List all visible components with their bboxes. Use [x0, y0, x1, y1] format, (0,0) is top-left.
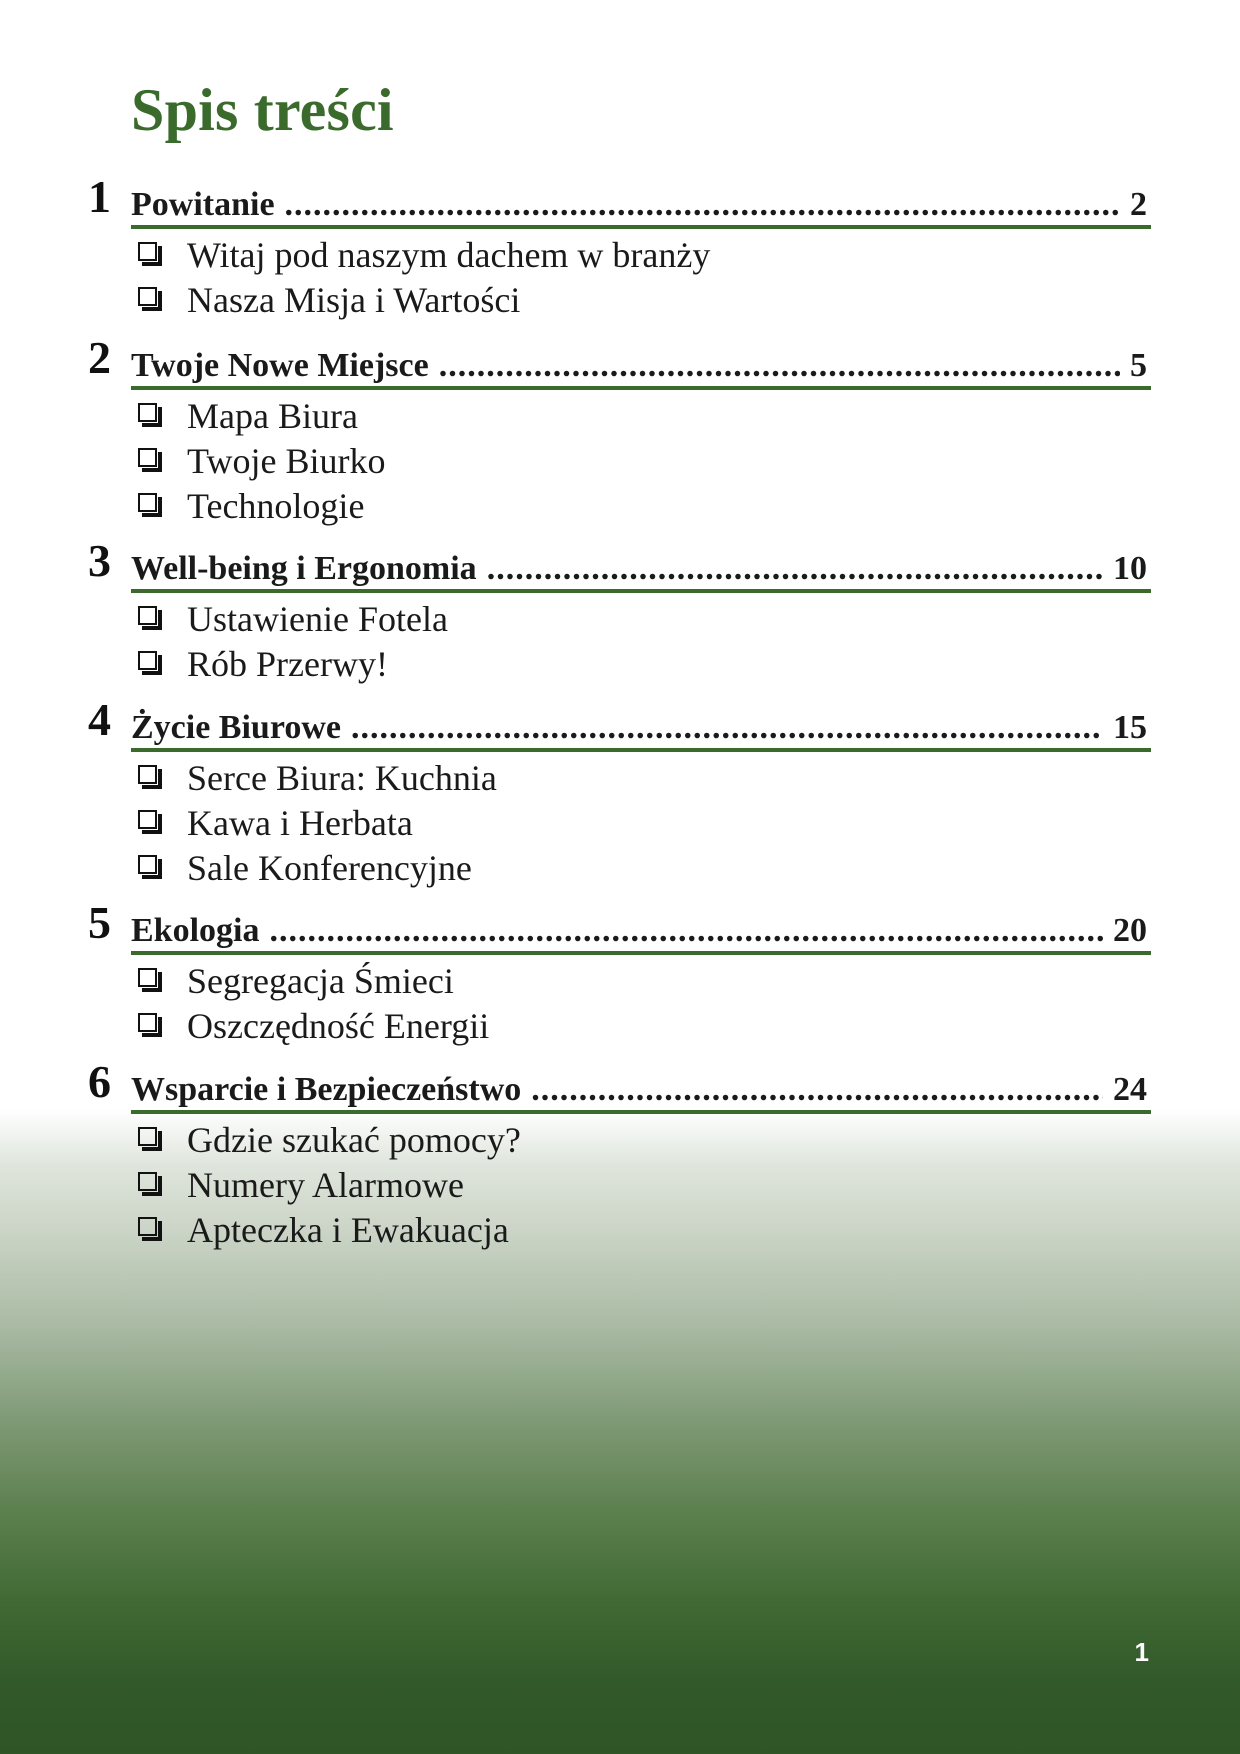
toc-section-5: [0, 893, 1240, 1052]
list-item-label: Twoje Biurko: [187, 441, 386, 481]
list-item[interactable]: [138, 233, 710, 278]
list-item[interactable]: [138, 439, 385, 484]
list-item[interactable]: [138, 801, 497, 846]
checkbox-icon: [138, 855, 160, 877]
subsection-list: [138, 756, 497, 891]
section-title: Wsparcie i Bezpieczeństwo: [131, 1071, 522, 1108]
section-heading-row[interactable]: [131, 702, 1151, 752]
checkbox-icon: [138, 448, 160, 470]
section-number: 6: [88, 1056, 111, 1107]
checkbox-icon: [138, 968, 160, 990]
checkbox-icon: [138, 493, 160, 515]
section-title: Well-being i Ergonomia: [131, 550, 477, 587]
section-number: 2: [88, 332, 111, 383]
section-heading-row[interactable]: [131, 1064, 1151, 1114]
checkbox-icon: [138, 810, 160, 832]
section-page-number: 10: [1113, 550, 1147, 587]
list-item-label: Serce Biura: Kuchnia: [187, 758, 497, 798]
section-number: 4: [88, 694, 111, 745]
checkbox-icon: [138, 1013, 160, 1035]
list-item-label: Gdzie szukać pomocy?: [187, 1120, 521, 1160]
section-title: Powitanie: [131, 186, 275, 223]
checkbox-icon: [138, 651, 160, 673]
list-item[interactable]: [138, 756, 497, 801]
dot-leader: [269, 911, 1103, 951]
list-item-label: Mapa Biura: [187, 396, 358, 436]
list-item-label: Ustawienie Fotela: [187, 599, 448, 639]
list-item[interactable]: [138, 1004, 489, 1049]
list-item-label: Technologie: [187, 486, 365, 526]
checkbox-icon: [138, 1172, 160, 1194]
list-item[interactable]: [138, 846, 497, 891]
checkbox-icon: [138, 287, 160, 309]
list-item[interactable]: [138, 394, 385, 439]
dot-leader: [351, 708, 1103, 748]
section-heading-row[interactable]: [131, 340, 1151, 390]
section-heading-row[interactable]: [131, 905, 1151, 955]
dot-leader: [531, 1070, 1103, 1110]
list-item[interactable]: [138, 1208, 521, 1253]
section-heading-row[interactable]: [131, 543, 1151, 593]
page-title: Spis treści: [131, 77, 394, 143]
section-page-number: 2: [1130, 186, 1147, 223]
section-heading-row[interactable]: [131, 179, 1151, 229]
checkbox-icon: [138, 1127, 160, 1149]
section-page-number: 15: [1113, 709, 1147, 746]
section-page-number: 5: [1130, 347, 1147, 384]
checkbox-icon: [138, 242, 160, 264]
list-item[interactable]: [138, 278, 710, 323]
toc-section-3: [0, 531, 1240, 690]
list-item[interactable]: [138, 597, 448, 642]
list-item-label: Segregacja Śmieci: [187, 961, 454, 1001]
list-item-label: Sale Konferencyjne: [187, 848, 472, 888]
subsection-list: [138, 959, 489, 1049]
subsection-list: [138, 394, 385, 529]
list-item-label: Rób Przerwy!: [187, 644, 388, 684]
list-item-label: Numery Alarmowe: [187, 1165, 464, 1205]
list-item[interactable]: [138, 959, 489, 1004]
toc-section-6: [0, 1052, 1240, 1250]
section-page-number: 20: [1113, 912, 1147, 949]
list-item[interactable]: [138, 642, 448, 687]
checkbox-icon: [138, 765, 160, 787]
list-item-label: Witaj pod naszym dachem w branży: [187, 235, 711, 275]
subsection-list: [138, 1118, 521, 1253]
list-item[interactable]: [138, 1118, 521, 1163]
section-number: 3: [88, 535, 111, 586]
checkbox-icon: [138, 403, 160, 425]
list-item-label: Nasza Misja i Wartości: [187, 280, 521, 320]
section-number: 1: [88, 171, 111, 222]
toc-section-1: [0, 167, 1240, 328]
list-item-label: Apteczka i Ewakuacja: [187, 1210, 509, 1250]
section-title: Twoje Nowe Miejsce: [131, 347, 429, 384]
dot-leader: [439, 346, 1120, 386]
section-number: 5: [88, 897, 111, 948]
list-item[interactable]: [138, 484, 385, 529]
toc-section-2: [0, 328, 1240, 531]
dot-leader: [285, 185, 1120, 225]
page-number: 1: [1134, 1637, 1149, 1667]
list-item-label: Kawa i Herbata: [187, 803, 413, 843]
subsection-list: [138, 597, 448, 687]
section-page-number: 24: [1113, 1071, 1147, 1108]
section-title: Ekologia: [131, 912, 260, 949]
list-item-label: Oszczędność Energii: [187, 1006, 490, 1046]
toc-section-4: [0, 690, 1240, 893]
section-title: Życie Biurowe: [131, 709, 341, 746]
table-of-contents: [0, 167, 1240, 1250]
subsection-list: [138, 233, 710, 323]
checkbox-icon: [138, 1217, 160, 1239]
dot-leader: [487, 549, 1103, 589]
checkbox-icon: [138, 606, 160, 628]
list-item[interactable]: [138, 1163, 521, 1208]
